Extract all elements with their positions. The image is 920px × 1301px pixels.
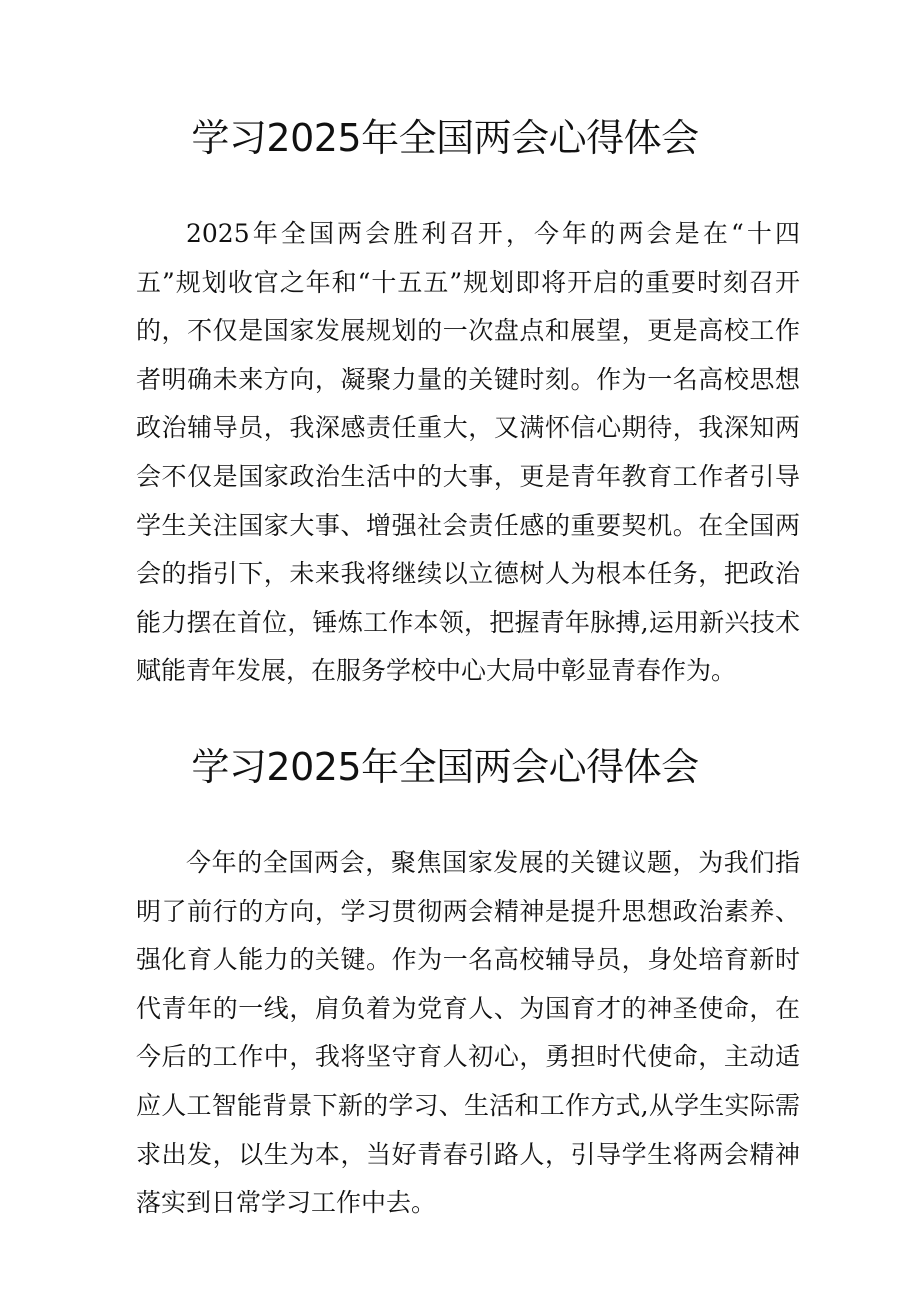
section-paragraph: 今年的全国两会，聚焦国家发展的关键议题，为我们指明了前行的方向，学习贯彻两会精神是提升思想政治素养、强化育人能力的关键。作为一名高校辅导员，身处培育新时代青年的一线，肩负着为党育人、为国育才的神圣使命，在今后的工作中，我将坚守育人初心，勇担时代使命，主动适应人工智能背景下新的学习、生活和工作方式,从学生实际需求出发，以生为本，当好青春引路人，引导学生将两会精神落实到日常学习工作中去。 xyxy=(136,848,800,1218)
section-paragraph: 2025年全国两会胜利召开，今年的两会是在“十四五”规划收官之年和“十五五”规划即将开启的重要时刻召开的，不仅是国家发展规划的一次盘点和展望，更是高校工作者明确未来方向，凝聚力量的关键时刻。作为一名高校思想政治辅导员，我深感责任重大，又满怀信心期待，我深知两会不仅是国家政治生活中的大事，更是青年教育工作者引导学生关注国家大事、增强社会责任感的重要契机。在全国两会的指引下，未来我将继续以立德树人为根本任务，把政治能力摆在首位，锤炼工作本领，把握青年脉搏,运用新兴技术赋能青年发展，在服务学校中心大局中彰显青春作为。 xyxy=(136,219,800,686)
section-title: 学习2025年全国两会心得体会 xyxy=(191,745,699,789)
section-title: 学习2025年全国两会心得体会 xyxy=(191,116,699,160)
